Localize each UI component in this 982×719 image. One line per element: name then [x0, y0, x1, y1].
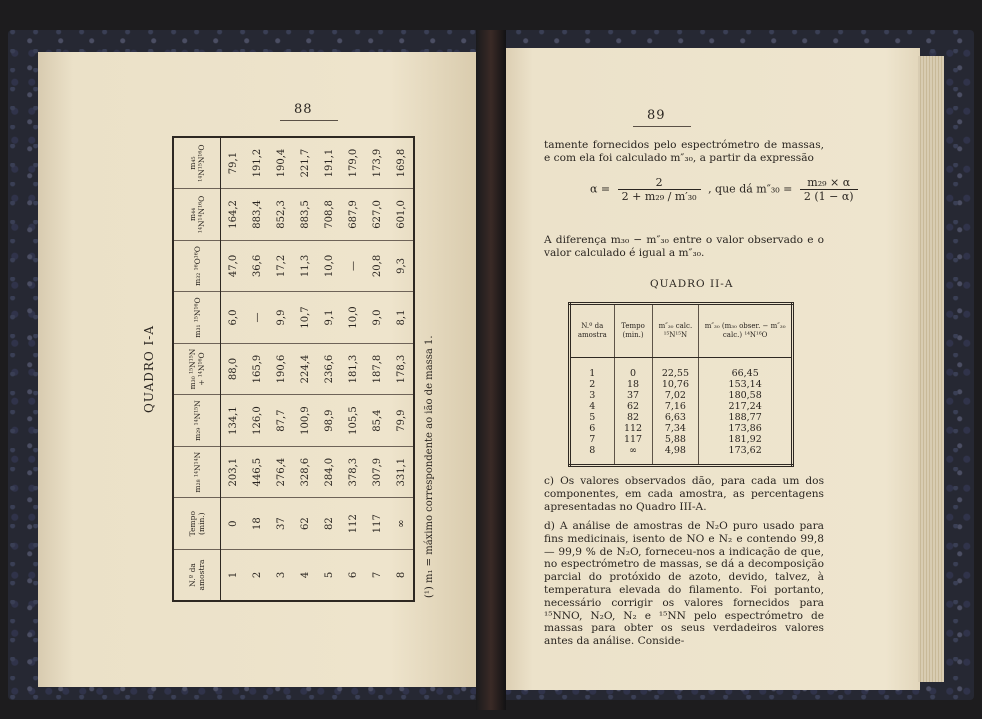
table-cell: 10,76	[652, 379, 699, 390]
table-cell: 191,2	[251, 148, 263, 178]
table-cell: ∞	[614, 445, 652, 466]
book-spine	[476, 30, 506, 710]
table-cell: 79,1	[227, 151, 239, 175]
table-cell: 11,3	[293, 240, 317, 292]
table-cell: 164,2	[221, 189, 246, 241]
page-edges	[918, 56, 944, 682]
table-row	[365, 137, 389, 601]
table-cell: 173,9	[371, 148, 383, 178]
table-row	[245, 137, 269, 601]
column-header: Tempo (min.)	[614, 304, 652, 358]
column-header: m₂₈ ¹⁴N¹⁴N	[173, 446, 221, 498]
table-cell: 378,3	[341, 446, 365, 498]
column-header: m₄₄ ¹⁴N¹⁴N¹⁶O	[173, 189, 221, 241]
quadro-2a-table	[568, 302, 794, 467]
table-cell: 446,5	[245, 446, 269, 498]
table-cell: 7,02	[652, 390, 699, 401]
table-cell: 1	[221, 549, 246, 601]
table-row	[570, 379, 793, 390]
column-header: m₃₁ ¹⁵N¹⁶O	[173, 292, 221, 344]
paragraph-3: c) Os valores observados dão, para cada um dos componentes, em cada amostra, as percentagens apresentadas no Quadro III-A.	[544, 475, 824, 513]
table-cell: 6,0	[221, 292, 246, 344]
table-cell: 37	[614, 390, 652, 401]
table-cell: 0	[221, 498, 246, 550]
table-cell: 85,4	[365, 395, 389, 447]
table-title: QUADRO II-A	[650, 278, 734, 290]
table-cell: 126,0	[245, 395, 269, 447]
table-cell: 181,92	[728, 434, 762, 445]
table-cell: 203,1	[221, 446, 246, 498]
fraction-denominator: 2 (1 − α)	[803, 190, 854, 203]
table-cell: 5	[570, 412, 615, 423]
table-cell: 307,9	[365, 446, 389, 498]
table-row	[389, 137, 414, 601]
table-cell: 9,0	[365, 292, 389, 344]
table-cell: 4	[570, 401, 615, 412]
table-cell: 0	[614, 358, 652, 380]
column-header: N.º da amostra	[173, 549, 221, 601]
table-cell: 82	[317, 498, 341, 550]
quadro-1a-rotated	[142, 136, 435, 602]
fraction-denominator: 2 + m₂₉ / m′₃₀	[621, 190, 697, 203]
table-cell: 191,1	[323, 148, 335, 178]
column-header: Tempo (min.)	[173, 498, 221, 550]
table-row	[269, 137, 293, 601]
table-cell: 7	[570, 434, 615, 445]
table-cell: 37	[269, 498, 293, 550]
table-cell: 105,5	[341, 395, 365, 447]
table-cell: 9,9	[269, 292, 293, 344]
table-cell: 627,0	[365, 189, 389, 241]
table-cell: 165,9	[245, 343, 269, 395]
table-cell: 687,9	[341, 189, 365, 241]
table-cell: 883,4	[245, 189, 269, 241]
column-header: m″₃₀ (m₃₀ obser. − m″₃₀ calc.) ¹⁴N¹⁶O	[699, 304, 793, 358]
page-number-text: 89	[647, 108, 666, 123]
table-cell: 112	[341, 498, 365, 550]
table-cell: 2	[245, 549, 269, 601]
table-cell: 7,16	[652, 401, 699, 412]
page-number-left	[294, 102, 313, 117]
table-cell: 181,3	[341, 343, 365, 395]
table-cell: 9,1	[317, 292, 341, 344]
table-cell: 178,3	[389, 343, 414, 395]
equation-middle: , que dá m″₃₀ =	[708, 182, 793, 196]
table-cell: 112	[614, 423, 652, 434]
table-cell: 883,5	[293, 189, 317, 241]
table-row	[570, 358, 793, 380]
table-cell: 10,0	[317, 240, 341, 292]
table-row	[570, 434, 793, 445]
table-cell: 22,55	[652, 358, 699, 380]
table-cell: 88,0	[221, 343, 246, 395]
table-cell: 328,6	[293, 446, 317, 498]
table-cell: 87,7	[269, 395, 293, 447]
table-cell: 98,9	[317, 395, 341, 447]
fraction-numerator: 2	[618, 176, 701, 190]
table-cell: 708,8	[317, 189, 341, 241]
table-cell: 7	[365, 549, 389, 601]
table-cell: 601,0	[389, 189, 414, 241]
table-cell: 6	[570, 423, 615, 434]
table-cell: 6,63	[652, 412, 699, 423]
table-cell: 8	[389, 549, 414, 601]
table-cell: 17,2	[269, 240, 293, 292]
table-cell: 66,45	[731, 368, 759, 379]
table-cell: 276,4	[269, 446, 293, 498]
table-row	[221, 137, 246, 601]
quadro-1a-table	[172, 136, 415, 602]
table-cell: 217,24	[728, 401, 762, 412]
column-header: m₄₅ ¹⁴N¹⁵N¹⁶O	[173, 137, 221, 189]
table-cell: 284,0	[317, 446, 341, 498]
page-number-right	[647, 108, 666, 123]
table-cell: 47,0	[221, 240, 246, 292]
table-cell: 6	[341, 549, 365, 601]
paragraph-4: d) A análise de amostras de N₂O puro usado para fins medicinais, isento de NO e N₂ e contendo 99,8 — 99,9 % de N₂O, forneceu-nos a indicação de que, no espectrómetro de massas, se dá a decomposição parcial do protóxido de azoto, devido, talvez, à temperatura elevada do filamento. Foi portanto, necessário corrigir os valores fornecidos para ¹⁵NNO, N₂O, N₂ e ¹⁵NN pelo espectrómetro de massas para obter os seus verdadeiros valores antes da análise. Conside-	[544, 520, 824, 648]
table-cell: 224,4	[293, 343, 317, 395]
table-row	[570, 445, 793, 466]
table-cell: ∞	[389, 498, 414, 550]
table-cell: 100,9	[293, 395, 317, 447]
equation-fraction-2	[800, 176, 858, 203]
table-cell: 173,86	[728, 423, 762, 434]
table-cell: 179,0	[347, 148, 359, 178]
table-cell: 180,58	[728, 390, 762, 401]
column-header: m₃₂ ¹⁶O¹⁶O	[173, 240, 221, 292]
table-cell: 3	[570, 390, 615, 401]
table-cell: 187,8	[365, 343, 389, 395]
table-cell: 117	[365, 498, 389, 550]
table-cell: 236,6	[317, 343, 341, 395]
table-cell: 62	[614, 401, 652, 412]
table-title: QUADRO I-A	[142, 324, 156, 414]
table-cell: 169,8	[395, 148, 407, 178]
table-cell: 3	[269, 549, 293, 601]
table-cell: 4,98	[652, 445, 699, 466]
paragraph-1: tamente fornecidos pelo espectrómetro de massas, e com ela foi calculado m″₃₀, a partir da expressão	[544, 139, 824, 164]
table-cell: 5	[317, 549, 341, 601]
page-number-rule	[633, 126, 691, 127]
table-cell: 852,3	[269, 189, 293, 241]
column-header: m₂₉ ¹⁴N¹⁵N	[173, 395, 221, 447]
table-cell: 2	[570, 379, 615, 390]
table-cell: 8	[570, 445, 615, 466]
fraction-numerator: m₂₉ × α	[800, 176, 858, 190]
equation	[590, 176, 862, 203]
table-row	[293, 137, 317, 601]
table-cell: 82	[614, 412, 652, 423]
table-cell: 10,7	[293, 292, 317, 344]
table-cell: 153,14	[728, 379, 762, 390]
table-cell: 62	[293, 498, 317, 550]
table-cell: 134,1	[221, 395, 246, 447]
table-cell: 331,1	[389, 446, 414, 498]
paragraph-2: A diferença m₃₀ − m″₃₀ entre o valor observado e o valor calculado é igual a m″₃₀.	[544, 234, 824, 259]
table-row	[570, 412, 793, 423]
table-cell: —	[245, 292, 269, 344]
table-cell: 190,6	[269, 343, 293, 395]
column-header: m″₃₀ calc. ¹⁵N¹⁵N	[652, 304, 699, 358]
table-cell: 190,4	[275, 148, 287, 178]
column-header: N.º da amostra	[570, 304, 615, 358]
table-cell: 7,34	[652, 423, 699, 434]
page-number-rule	[280, 120, 338, 121]
table-cell: 79,9	[389, 395, 414, 447]
table-row	[570, 401, 793, 412]
table-cell: 5,88	[652, 434, 699, 445]
table-cell: 188,77	[728, 412, 762, 423]
table-cell: 20,8	[365, 240, 389, 292]
table-row	[341, 137, 365, 601]
table-cell: 36,6	[245, 240, 269, 292]
table-cell: 18	[614, 379, 652, 390]
table-cell: 10,0	[341, 292, 365, 344]
table-row	[317, 137, 341, 601]
column-header: m₃₀ ¹⁵N¹⁵N + ¹⁴N¹⁶O	[173, 343, 221, 395]
table-cell: 173,62	[728, 445, 762, 456]
table-cell: 9,3	[389, 240, 414, 292]
table-row	[570, 390, 793, 401]
table-cell: 8,1	[389, 292, 414, 344]
table-cell: 1	[570, 358, 615, 380]
table-cell: 18	[245, 498, 269, 550]
table-cell: —	[341, 240, 365, 292]
equation-fraction-1	[618, 176, 701, 203]
table-footnote: (¹) m₁ = máximo correspondente ao ião de massa 1.	[424, 335, 435, 598]
table-cell: 117	[614, 434, 652, 445]
page-number-text: 88	[294, 102, 313, 117]
table-row	[570, 423, 793, 434]
table-cell: 221,7	[299, 148, 311, 178]
equation-lhs: α =	[590, 182, 611, 196]
table-cell: 4	[293, 549, 317, 601]
